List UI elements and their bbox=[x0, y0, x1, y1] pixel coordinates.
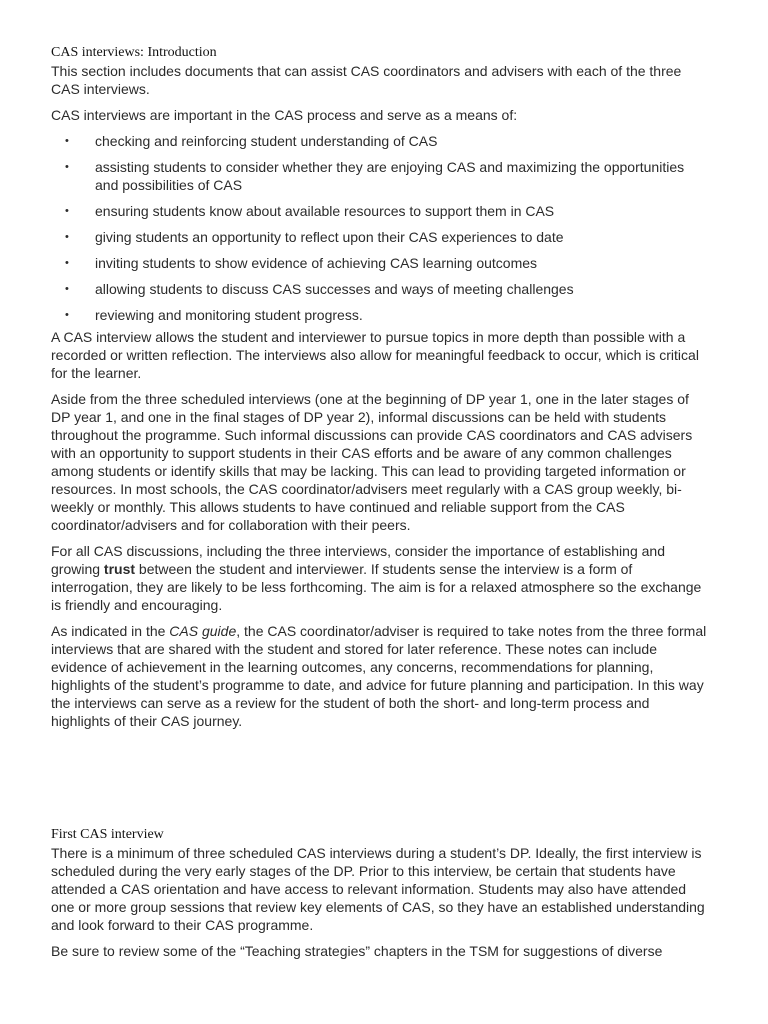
emphasis-trust: trust bbox=[103, 561, 136, 577]
intro-paragraph: This section includes documents that can assist CAS coordinators and advisers with each of the three CAS interviews. bbox=[51, 63, 682, 97]
list-item-text: giving students an opportunity to reflect upon their CAS experiences to date bbox=[95, 229, 564, 245]
paragraph-first-interview: There is a minimum of three scheduled CAS interviews during a student’s DP. Ideally, the first interview is scheduled during the very early stages of the DP. Prior to this interview, be certain that students have attended a CAS orientation and have access to relevant information. Students may also have attended one or more group sessions that review key elements of CAS, so they have an established understanding and look forward to their CAS programme. bbox=[51, 845, 705, 933]
list-item bbox=[51, 306, 711, 324]
list-item bbox=[51, 158, 711, 194]
section-heading-introduction: CAS interviews: Introduction bbox=[51, 45, 217, 60]
bullet-icon: • bbox=[65, 257, 69, 269]
paragraph-trust bbox=[51, 542, 711, 614]
purpose-list bbox=[51, 132, 711, 324]
list-item bbox=[51, 202, 711, 220]
list-item-text: inviting students to show evidence of achieving CAS learning outcomes bbox=[95, 255, 538, 271]
bullet-icon: • bbox=[65, 231, 69, 243]
bullet-icon: • bbox=[65, 283, 69, 295]
bullet-icon: • bbox=[65, 309, 69, 321]
paragraph-notes bbox=[51, 622, 711, 730]
list-item-text: allowing students to discuss CAS successes and ways of meeting challenges bbox=[95, 281, 574, 297]
list-item bbox=[51, 132, 711, 150]
paragraph-depth: A CAS interview allows the student and interviewer to pursue topics in more depth than possible with a recorded or written reflection. The interviews also allow for meaningful feedback to occur, which is critical for the learner. bbox=[51, 329, 699, 381]
paragraph-informal-discussions: Aside from the three scheduled interviews (one at the beginning of DP year 1, one in the later stages of DP year 1, and one in the final stages of DP year 2), informal discussions can be held with students throughout the programme. Such informal discussions can provide CAS coordinators and CAS advisers with an opportunity to support students in their CAS efforts and be aware of any common challenges among students or identify skills that may be lacking. This can lead to providing targeted information or resources. In most schools, the CAS coordinator/advisers meet regularly with a CAS group weekly, bi-weekly or monthly. This allows students to have continued and reliable support from the CAS coordinator/advisers and for collaboration with their peers. bbox=[51, 391, 693, 533]
bullet-icon: • bbox=[65, 161, 69, 173]
section-heading-first-interview: First CAS interview bbox=[51, 827, 164, 842]
paragraph-text: , the CAS coordinator/adviser is required to take notes from the three formal interviews that are shared with the student and stored for later reference. These notes can include evidence of achievement in the learning outcomes, any concerns, recommendations for planning, highlights of the student’s programme to date, and advice for future planning and participation. In this way the interviews can serve as a review for the student of both the short- and long-term process and highlights of their CAS journey. bbox=[51, 623, 707, 729]
list-item bbox=[51, 228, 711, 246]
document-page bbox=[51, 44, 711, 968]
section-gap bbox=[51, 738, 711, 826]
guide-title: CAS guide bbox=[169, 623, 237, 639]
paragraph-text: between the student and interviewer. If students sense the interview is a form of interrogation, they are likely to be less forthcoming. The aim is for a relaxed atmosphere so the exchange is friendly and encouraging. bbox=[51, 561, 702, 613]
list-item-text: assisting students to consider whether they are enjoying CAS and maximizing the opportunities and possibilities of CAS bbox=[95, 159, 685, 193]
paragraph-text: For all CAS discussions, including the three interviews, consider the importance of establishing and growing bbox=[51, 543, 665, 577]
list-item-text: ensuring students know about available resources to support them in CAS bbox=[95, 203, 555, 219]
paragraph-text: As indicated in the bbox=[51, 623, 170, 639]
list-item-text: reviewing and monitoring student progress. bbox=[95, 307, 363, 323]
paragraph-teaching-strategies: Be sure to review some of the “Teaching strategies” chapters in the TSM for suggestions of diverse bbox=[51, 943, 663, 959]
list-item-text: checking and reinforcing student understanding of CAS bbox=[95, 133, 438, 149]
bullet-icon: • bbox=[65, 205, 69, 217]
list-item bbox=[51, 254, 711, 272]
list-item bbox=[51, 280, 711, 298]
bullet-icon: • bbox=[65, 135, 69, 147]
lead-paragraph: CAS interviews are important in the CAS process and serve as a means of: bbox=[51, 107, 518, 123]
